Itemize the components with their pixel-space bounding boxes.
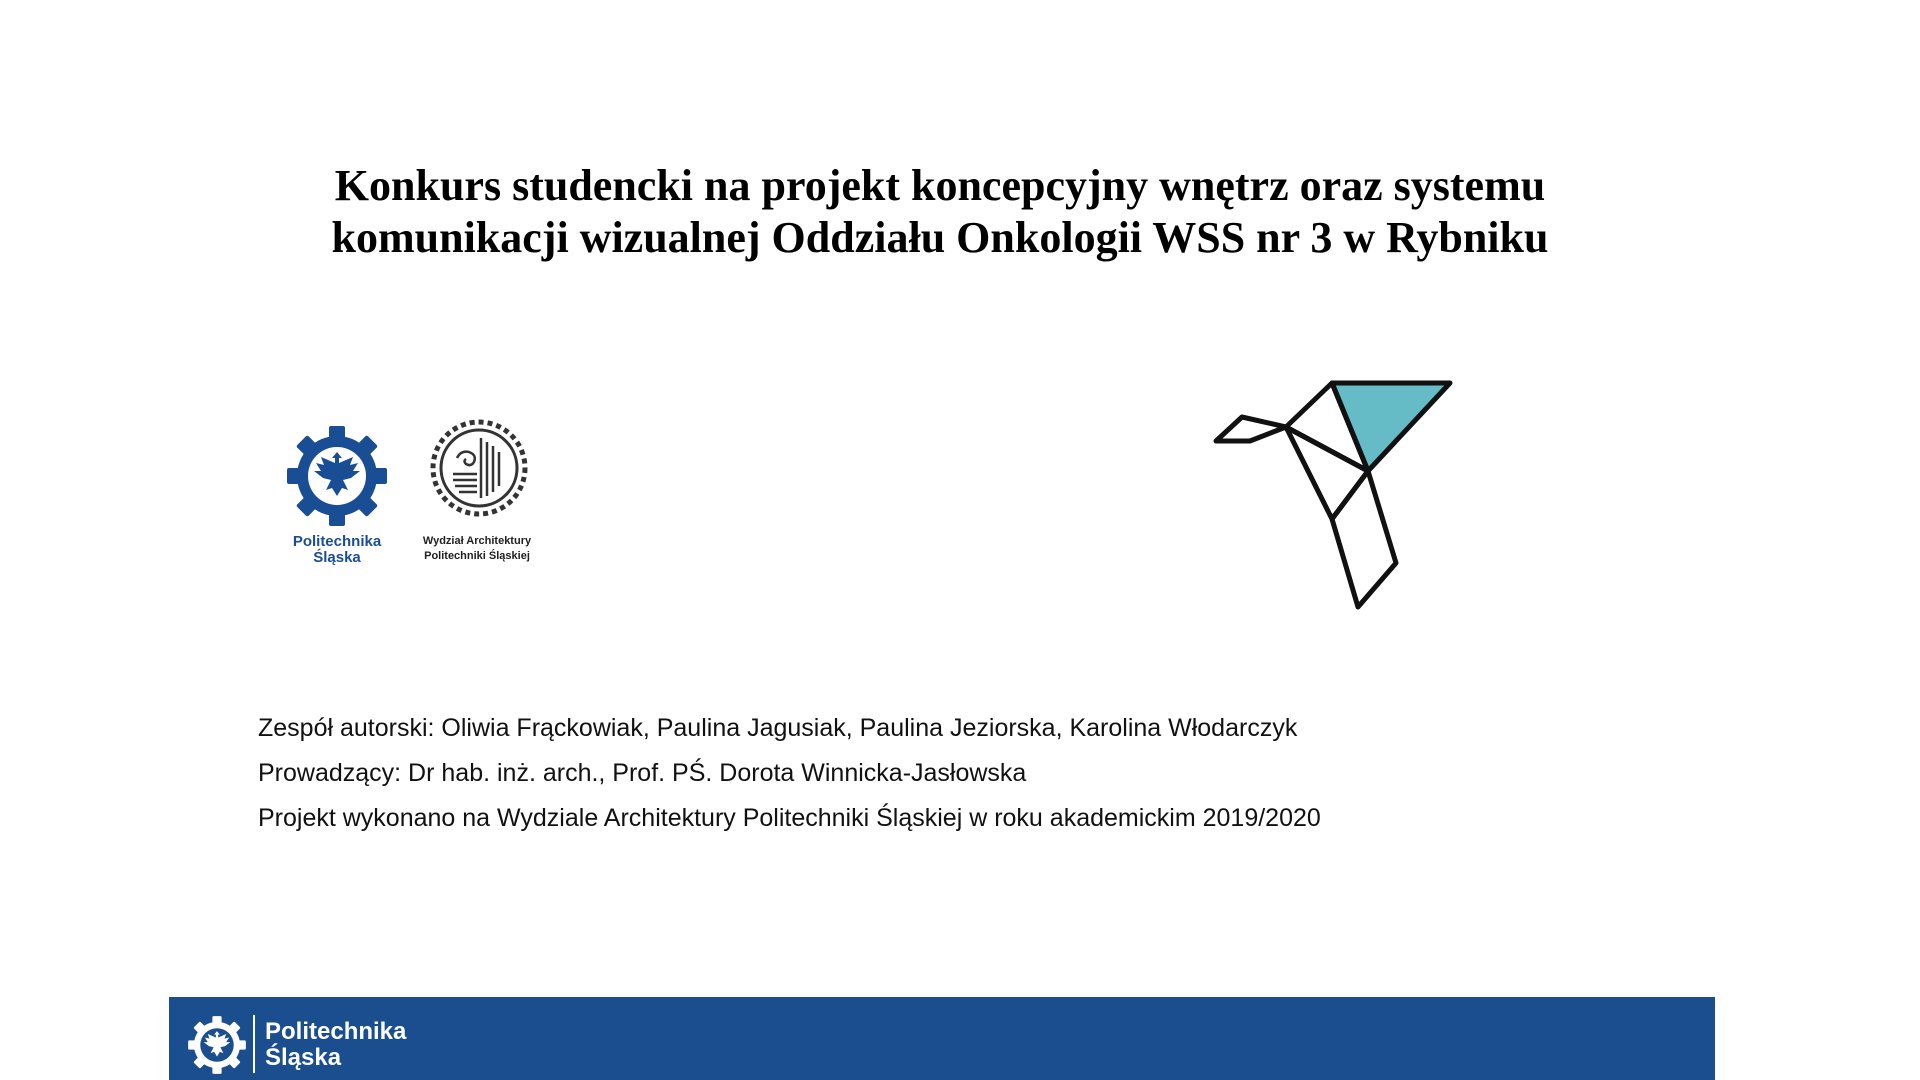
wydzial-logo-line1: Wydział Architektury — [422, 535, 532, 547]
footer-label — [265, 1019, 406, 1071]
eagle-gear-icon — [187, 1015, 247, 1075]
project-info — [258, 706, 1558, 841]
wydzial-logo-label — [407, 534, 547, 564]
eagle-gear-icon — [285, 424, 389, 528]
footer-bar — [169, 997, 1715, 1080]
footer-divider — [253, 1015, 255, 1073]
gear-emblem-icon — [429, 418, 529, 518]
politechnika-logo-label — [267, 534, 407, 566]
wydzial-logo — [407, 418, 547, 578]
logos-group — [262, 410, 562, 590]
footer-label-line2: Śląska — [265, 1044, 342, 1071]
title-line-2: komunikacji wizualnej Oddziału Onkologii WSS nr 3 w Rybniku — [331, 213, 1549, 262]
footer-label-line1: Politechnika — [265, 1018, 407, 1045]
politechnika-logo-line2: Śląska — [313, 549, 361, 566]
politechnika-logo-line1: Politechnika — [292, 533, 382, 550]
team-line: Zespół autorski: Oliwia Frąckowiak, Paulina Jagusiak, Paulina Jeziorska, Karolina Włodarczyk — [258, 714, 1298, 742]
supervisor-line: Prowadzący: Dr hab. inż. arch., Prof. PŚ. Dorota Winnicka-Jasłowska — [258, 759, 1027, 787]
origami-bird-icon — [1210, 375, 1470, 610]
politechnika-logo — [267, 412, 407, 584]
title-line-1: Konkurs studencki na projekt koncepcyjny wnętrz oraz systemu — [334, 161, 1546, 210]
page-title — [200, 160, 1680, 264]
project-note-line: Projekt wykonano na Wydziale Architektury Politechniki Śląskiej w roku akademickim 2019/2020 — [258, 804, 1321, 832]
wydzial-logo-line2: Politechniki Śląskiej — [424, 550, 530, 562]
